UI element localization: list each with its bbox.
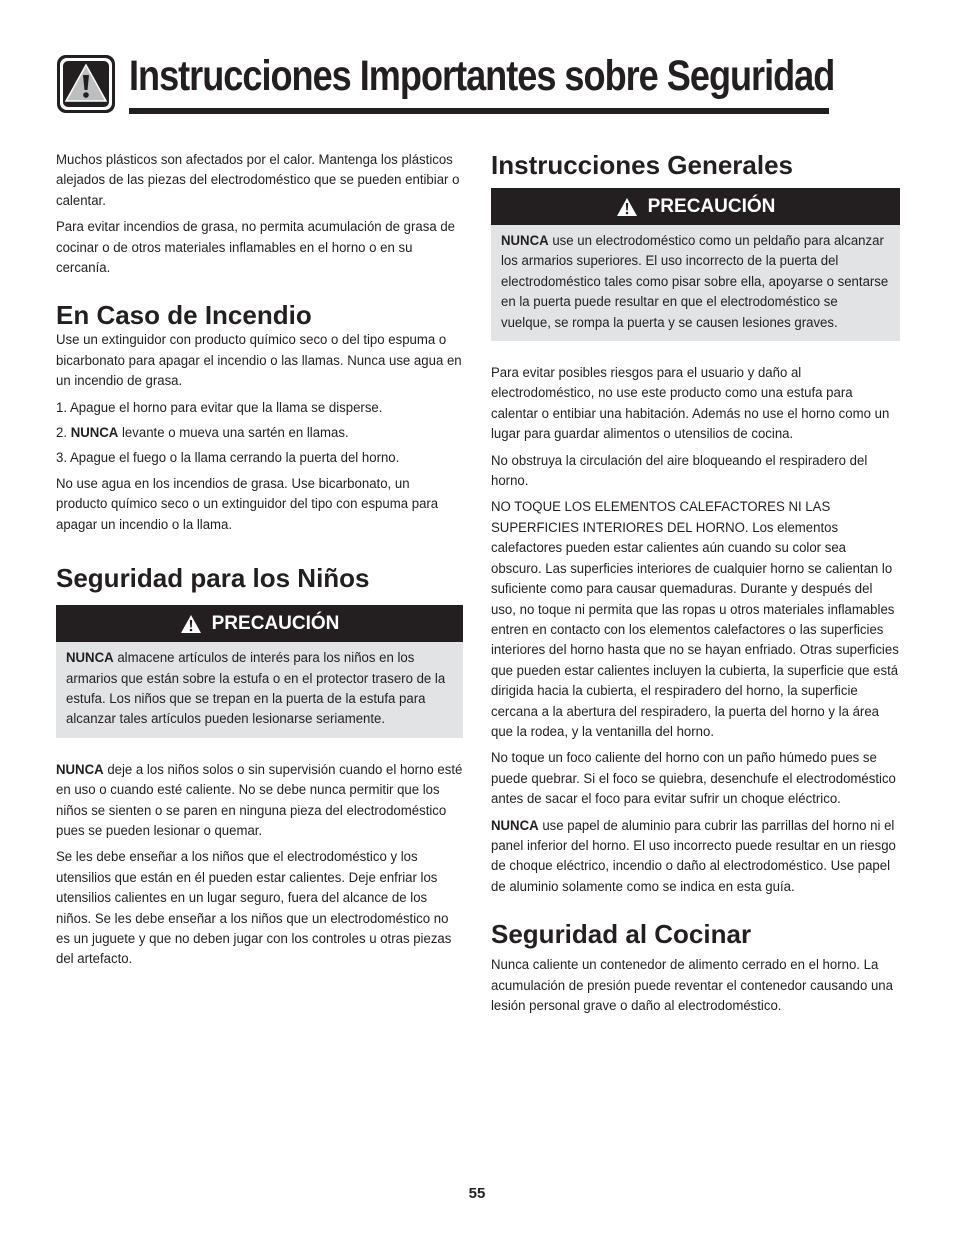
caution-body — [56, 642, 463, 738]
caution-label: PRECAUCIÓN — [211, 612, 340, 634]
general-paragraph-elements: NO TOQUE LOS ELEMENTOS CALEFACTORES NI LAS SUPERFICIES INTERIORES DEL HORNO. Los elementos calefactores pueden estar calientes aún cuando su color sea obscuro. Las superficies interiores de cualquier horno se calientan lo suficiente como para causar quemaduras. Durante y después del uso, no toque ni permita que las ropas u otros materiales inflamables entren en contacto con los elementos calefactores o las superficies interiores del horno hasta que no se hayan enfriado. Otras superficies que pueden estar calientes incluyen la cubierta, la superficie que está dirigida hacia la cubierta, el respiradero del horno, la superficie cercana a la abertura del respiradero, la puerta del horno y la área que la rodea, y la ventanilla del horno. — [491, 499, 899, 740]
kids-paragraph-teach: Se les debe enseñar a los niños que el electrodoméstico y los utensilios que están en él pueden estar calientes. Deje enfriar los utensilios calientes en un lugar seguro, fuera del alcance de los niños. Se les debe enseñar a los niños que un electrodoméstico no es un juguete y que no deben jugar con los controles u otras piezas del artefacto. — [56, 849, 452, 968]
page-number: 55 — [468, 1185, 486, 1202]
right-column — [491, 150, 900, 1022]
general-paragraph-bulb: No toque un foco caliente del horno con un paño húmedo pues se puede quebrar. Si el foco se quiebra, desenchufe el electrodoméstico antes de sacar el foco para evitar sufrir un choque eléctrico. — [491, 750, 896, 808]
fire-paragraph-extinguisher: Use un extinguidor con producto químico seco o del tipo espuma o bicarbonato para apagar el incendio o las llamas. Nunca use agua en un incendio de grasa. — [56, 332, 462, 390]
fire-heading: En Caso de Incendio — [56, 300, 312, 331]
caution-body — [491, 225, 900, 341]
kids-heading: Seguridad para los Niños — [56, 563, 370, 594]
intro-paragraph-plastics: Muchos plásticos son afectados por el calor. Mantenga los plásticos alejados de las piezas del electrodoméstico que se pueden entibiar o calentar. — [56, 152, 460, 209]
fire-step-1: 1. Apague el horno para evitar que la llama se disperse. — [56, 399, 383, 416]
fire-paragraph-grease: No use agua en los incendios de grasa. Use bicarbonato, un producto químico seco o un extinguidor del tipo con espuma para apagar un incendio o la llama. — [56, 475, 439, 533]
left-column — [56, 150, 463, 976]
kids-caution-box — [56, 605, 463, 738]
title-underline — [129, 108, 829, 114]
intro-paragraph-grease: Para evitar incendios de grasa, no permita acumulación de grasa de cocinar o de otros materiales inflamables en el horno o en su cercanía. — [56, 219, 455, 277]
caution-header — [491, 188, 900, 225]
caution-label: PRECAUCIÓN — [647, 195, 776, 217]
warning-triangle-icon — [180, 614, 202, 634]
general-heading: Instrucciones Generales — [491, 150, 794, 180]
caution-text: NUNCA almacene artículos de interés para los niños en los armarios que están sobre la estufa o en el protector trasero de la estufa. Los niños que se trepan en la puerta de la estufa para alcanzar tales artículos pueden lesionarse seriamente. — [66, 650, 446, 728]
page-header — [56, 50, 835, 116]
cooking-paragraph-container: Nunca caliente un contenedor de alimento cerrado en el horno. La acumulación de presión puede reventar el contenedor causando una lesión personal grave o daño al electrodoméstico. — [491, 957, 893, 1014]
fire-step-2: 2. NUNCA levante o mueva una sartén en llamas. — [56, 425, 349, 442]
page-title: Instrucciones Importantes sobre Seguridad — [129, 52, 835, 100]
general-paragraph-vent: No obstruya la circulación del aire bloqueando el respiradero del horno. — [491, 452, 868, 490]
cooking-heading: Seguridad al Cocinar — [491, 919, 752, 950]
caution-header — [56, 605, 463, 642]
warning-exclamation-icon — [56, 54, 116, 114]
general-paragraph-foil: NUNCA use papel de aluminio para cubrir las parrillas del horno ni el panel inferior del horno. El uso incorrecto puede resultar en un riesgo de choque eléctrico, incendio o daño al electrodoméstico. Use papel de aluminio solamente como se indica en esta guía. — [491, 817, 896, 895]
kids-paragraph-supervision: NUNCA deje a los niños solos o sin supervisión cuando el horno esté en uso o cuando esté caliente. No se debe nunca permitir que los niños se sienten o se paren en ninguna pieza del electrodoméstico pues se pueden lesionar o quemar. — [56, 761, 463, 839]
fire-steps-list — [56, 398, 463, 469]
fire-step-3: 3. Apague el fuego o la llama cerrando la puerta del horno. — [56, 450, 400, 467]
general-caution-box — [491, 188, 900, 341]
warning-triangle-icon — [616, 197, 638, 217]
caution-text: NUNCA use un electrodoméstico como un peldaño para alcanzar los armarios superiores. El uso incorrecto de la puerta del electrodoméstico tales como pisar sobre ella, apoyarse o sentarse en la puerta puede resultar en que el electrodoméstico se vuelque, se rompa la puerta y se causen lesiones graves. — [501, 233, 889, 331]
general-paragraph-heating: Para evitar posibles riesgos para el usuario y daño al electrodoméstico, no use este producto como una estufa para calentar o entibiar una habitación. Además no use el horno como un lugar para guardar alimentos o utensilios de cocina. — [491, 365, 890, 443]
